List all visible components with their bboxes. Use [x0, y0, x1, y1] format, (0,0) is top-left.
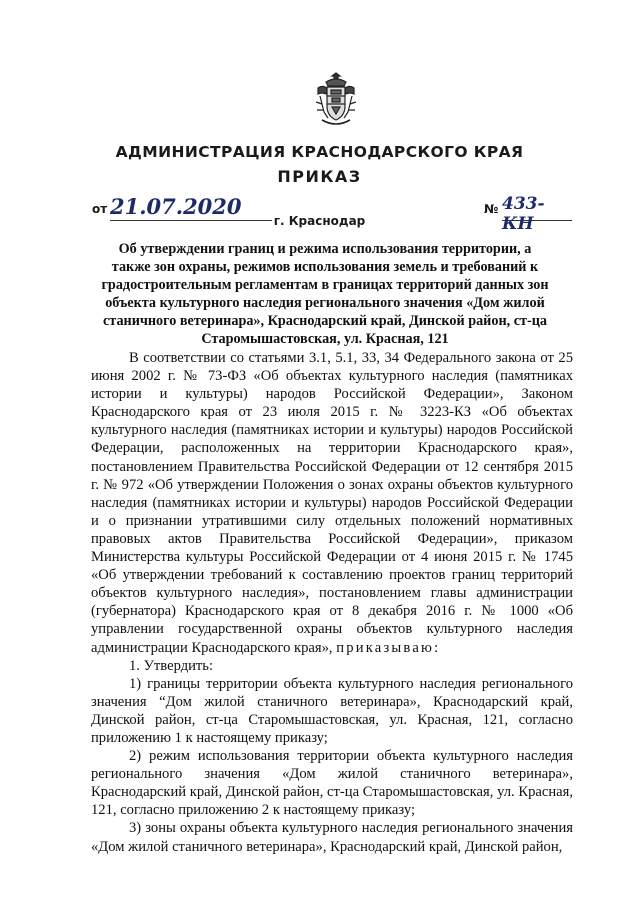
sub-item-2: 2) режим использования территории объекта культурного наследия регионального значения «Дом жилой станичного ветеринара», Краснодарский край, Динской район, ст-ца Старомышастовская, ул. Красная, 121, согласно приложению 2 к настоящему приказу;	[91, 748, 573, 819]
organization-name: АДМИНИСТРАЦИЯ КРАСНОДАРСКОГО КРАЯ	[115, 143, 524, 161]
handwritten-date: 21.07.2020	[110, 194, 272, 221]
coat-of-arms-icon	[314, 72, 358, 128]
document-title: Об утверждении границ и режима использования территории, а также зон охраны, режимов использования земель и требований к градостроительным регламентам в границах территорий данных зон объекта культурного наследия регионального значения «Дом жилой станичного ветеринара», Краснодарский край, Динской район, ст-ца Старомышастовская, ул. Красная, 121	[101, 241, 549, 347]
order-word: приказываю:	[336, 639, 441, 656]
city: г. Краснодар	[273, 214, 366, 228]
date-label: от	[92, 202, 108, 216]
document-type: ПРИКАЗ	[277, 167, 362, 186]
number-label: №	[484, 202, 499, 216]
sub-item-3: 3) зоны охраны объекта культурного наследия регионального значения «Дом жилой станичного ветеринара», Краснодарский край, Динской район,	[91, 820, 573, 855]
preamble-text: В соответствии со статьями 3.1, 5.1, 33, 34 Федерального закона от 25 июня 2002 г. № 73-ФЗ «Об объектах культурного наследия (памятниках истории и культуры) народов Российской Федерации», Законом Краснодарского края от 23 июля 2015 г. № 3223-КЗ «Об объектах культурного наследия (памятниках истории и культуры) народов Российской Федерации, расположенных на территории Краснодарского края», постановлением Правительства Российской Федерации от 12 сентября 2015 г. № 972 «Об утверждении Положения о зонах охраны объектов культурного наследия (памятниках истории и культуры) народов Российской Федерации и о признании утратившими силу отдельных положений нормативных правовых актов Правительства Российской Федерации», приказом Министерства культуры Российской Федерации от 4 июня 2015 г. № 1745 «Об утверждении требований к составлению проектов границ территорий объектов культурного наследия», постановлением главы администрации (губернатора) Краснодарского края от 8 декабря 2016 г. № 1000 «Об управлении государственной охраны объектов культурного наследия администрации Краснодарского края»,	[91, 350, 573, 656]
preamble-paragraph	[91, 349, 573, 657]
document-body	[91, 349, 573, 856]
item-1: 1. Утвердить:	[129, 657, 214, 674]
handwritten-number: 433-КН	[502, 194, 572, 221]
sub-item-1: 1) границы территории объекта культурного наследия регионального значения “Дом жилой станичного ветеринара», Краснодарский край, Динской район, ст-ца Старомышастовская, ул. Красная, 121, согласно приложению 1 к настоящему приказу;	[91, 675, 573, 746]
